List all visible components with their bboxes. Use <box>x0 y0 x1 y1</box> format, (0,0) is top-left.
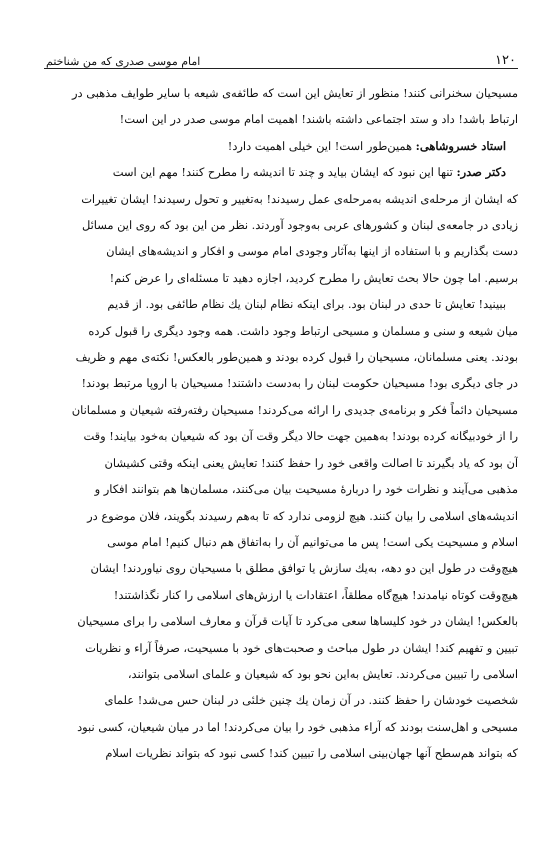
paragraph <box>44 159 518 291</box>
text-line <box>44 159 518 185</box>
text-line <box>44 133 518 159</box>
text-line: بالعکس! ایشان در خود کلیساها سعی می‌کرد تا آیات قرآن و معارف اسلامی را برای مسیحیان <box>77 614 518 629</box>
text-line: میان شیعه و سنی و مسلمان و مسیحی ارتباط وجود داشت. همه وجود دیگری را قبول کرده <box>88 323 518 338</box>
paragraph <box>44 80 518 133</box>
page-body <box>44 80 518 767</box>
text-line: مسیحیان سخنرانی کنند! منظور از تعایش این است که طائفه‌ی شیعه با سایر طوایف مذهبی در <box>72 86 518 100</box>
text-line: شخصیت خودشان را حفظ کنند. در آن زمان یك چنین خلئی در لبنان حس می‌شد! علمای <box>104 693 518 708</box>
speech-text: تنها این نبود که ایشان بیاید و چند تا اندیشه را مطرح کنند! مهم این است <box>112 165 453 180</box>
page-number: ۱۲۰ <box>495 53 516 68</box>
text-line: بودند. یعنی مسلمانان، مسیحیان را قبول کرده بودند و همین‌طور بالعکس! نکته‌ی مهم و ظریف <box>75 350 518 365</box>
text-line: هیچ‌وقت در طول این دو دهه، به‌یك سازش یا توافق مطلق با مسیحیان روی نیاوردند! ایشان <box>90 561 518 576</box>
speaker-label: استاد خسروشاهی: <box>415 138 506 153</box>
paragraph <box>44 291 518 766</box>
text-line: دست بگذاریم و با استفاده از اینها به‌آثار وجودی امام موسی و افکار و اندیشه‌های ایشان <box>106 244 518 259</box>
page-header <box>44 46 518 69</box>
text-line: اندیشه‌های اسلامی را بیان کنند. هیچ لزومی ندارد که تا به‌هم رسیدند بگویند، فلان موضوع در <box>87 508 518 523</box>
text-line: آن بود که یاد بگیرند تا اصالت واقعی خود را حفظ کنند! تعایش یعنی اینکه وقتی کشیشان <box>104 455 518 470</box>
text-line: ارتباط باشد! داد و ستد اجتماعی داشته باشند! اهمیت امام موسی صدر در این است! <box>119 112 518 127</box>
text-line: مذهبی می‌آیند و نظرات خود را دربارهٔ مسیحیت بیان می‌کنند، مسلمان‌ها هم بتوانند افکار و <box>94 482 518 497</box>
text-line: مسیحی و اهل‌سنت بودند که آراء مذهبی خود را بیان می‌کردند! اما در میان شیعیان، کسی نبود <box>77 719 518 734</box>
text-line: ببینید! تعایش تا حدی در لبنان بود. برای اینکه نظام لبنان یك نظام طائفی بود. از قدیم <box>107 297 506 312</box>
text-line: مسیحیان دائماً فکر و برنامه‌ی جدیدی را ارائه می‌کردند! مسیحیان رفته‌رفته شیعیان و مسلمانان <box>71 402 518 417</box>
text-line: که ایشان از مرحله‌ی اندیشه به‌مرحله‌ی عمل رسیدند! به‌تغییر و تحول رسیدند! ایشان تغییرات <box>81 191 518 206</box>
running-title: امام موسی صدری که من شناختم <box>46 55 201 68</box>
paragraph <box>44 133 518 159</box>
text-line: تبیین و تفهیم کند! ایشان در طول مباحث و صحبت‌های خود با مسیحیت، صرفاً آراء و نظریات <box>85 640 518 655</box>
text-line: در جای دیگری بود! مسیحیان حکومت لبنان را به‌دست داشتند! مسیحیان با اروپا مرتبط بودند! <box>81 376 518 391</box>
text-line: برسیم. اما چون حالا بحث تعایش را مطرح کردید، اجازه دهید تا مسئله‌ای را عرض کنم! <box>109 270 518 285</box>
speech-text: همین‌طور است! این خیلی اهمیت دارد! <box>227 138 412 153</box>
text-line: را از خودبیگانه کرده بودند! به‌همین جهت حالا دیگر وقت آن بود که شیعیان به‌خود بیایند! وقت <box>83 429 518 444</box>
text-line: زیادی در جامعه‌ی لبنان و کشورهای عربی به‌وجود آوردند. نظر من این بود که روی این مسائل <box>81 218 518 233</box>
text-line: اسلام و مسیحیت یکی است! پس ما می‌توانیم آن را به‌اتفاق هم دنبال کنیم! امام موسی <box>107 534 518 549</box>
text-line: هیچ‌وقت کوتاه نیامدند! هیچ‌گاه مطلقاً، اعتقادات یا ارزش‌های اسلامی را کنار نگذاشتند! <box>113 587 518 602</box>
text-line: که بتواند هم‌سطح آنها جهان‌بینی اسلامی را تبیین کند! کسی نبود که بتواند نظریات اسلام <box>105 746 518 761</box>
text-line: اسلامی را تبیین می‌کردند. تعایش به‌این نحو بود که شیعیان و علمای اسلامی بتوانند، <box>127 666 518 681</box>
speaker-label: دکتر صدر: <box>456 165 506 180</box>
